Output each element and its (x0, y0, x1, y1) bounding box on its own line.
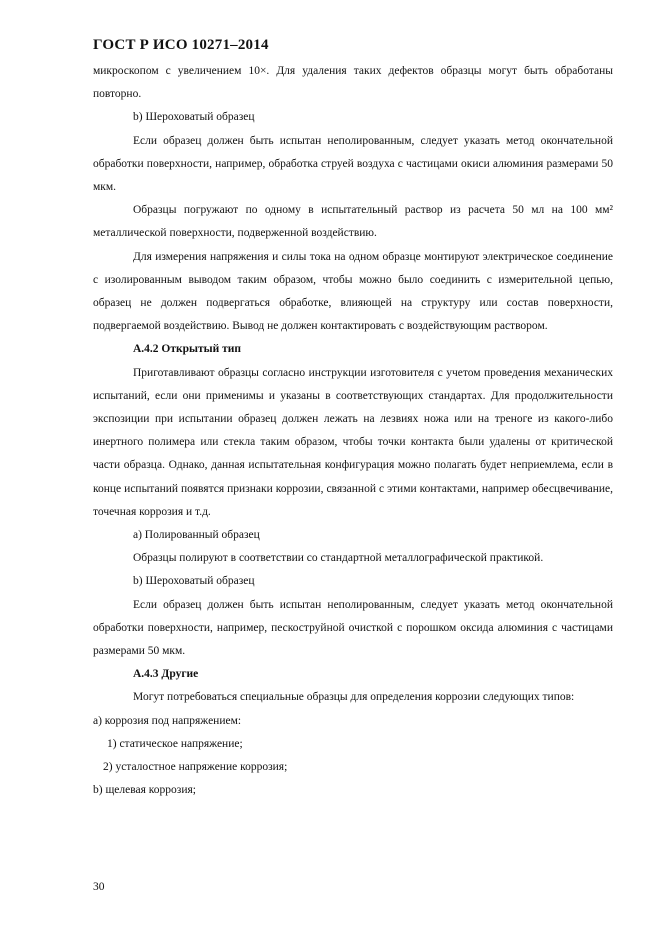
paragraph: Могут потребоваться специальные образцы для определения коррозии следующих типов: (133, 691, 575, 704)
paragraph: Если образец должен быть испытан неполированным, следует указать метод окончательной обработки поверхности, например, обработка струей воздуха с частицами окиси алюминия размерами 50 мкм. (93, 134, 613, 194)
paragraph: Для измерения напряжения и силы тока на одном образце монтируют электрическое соединение с изолированным выводом таким образом, чтобы можно было соединить с измерительной цепью, образец не должен подвергаться обработке, влияющей на структуру или состав поверхности, подвергаемой воздействию. Вывод не должен контактировать с воздействующим раствором. (93, 250, 613, 333)
list-subitem: 2) усталостное напряжение коррозия; (103, 761, 288, 774)
page-number: 30 (93, 881, 105, 893)
paragraph: Образцы погружают по одному в испытательный раствор из расчета 50 мл на 100 мм² металлической поверхности, подверженной воздействию. (93, 204, 613, 240)
document-body (93, 60, 613, 803)
list-item-polished-sample: а) Полированный образец (133, 529, 260, 542)
list-item-rough-sample: b) Шероховатый образец (133, 575, 255, 588)
section-heading: А.4.3 Другие (133, 668, 199, 681)
paragraph-continuation: микроскопом с увеличением 10×. Для удаления таких дефектов образцы могут быть обработаны повторно. (93, 65, 613, 101)
paragraph: Приготавливают образцы согласно инструкции изготовителя с учетом проведения механических испытаний, если они применимы и указаны в соответствующих стандартах. Для продолжительности экспозиции при испытании образец должен лежать на лезвиях ножа или на треноге из какого-либо инертного полимера или стекла таким образом, чтобы точки контакта были удалены от критической части образца. Однако, данная испытательная конфигурация можно полагать будет неприемлема, если в конце испытаний появятся признаки коррозии, связанной с этими контактами, например обесцвечивание, точечная коррозия и т.д. (93, 366, 613, 518)
paragraph: Если образец должен быть испытан неполированным, следует указать метод окончательной обработки поверхности, например, пескоструйной очисткой с порошком оксида алюминия с частицами размерами 50 мкм. (93, 598, 613, 658)
standard-header: ГОСТ Р ИСО 10271–2014 (93, 37, 269, 53)
list-item-rough-sample: b) Шероховатый образец (133, 111, 255, 124)
list-item: а) коррозия под напряжением: (93, 714, 242, 727)
list-item: b) щелевая коррозия; (93, 784, 196, 797)
section-heading: А.4.2 Открытый тип (133, 343, 242, 356)
list-subitem: 1) статическое напряжение; (107, 737, 243, 750)
paragraph: Образцы полируют в соответствии со стандартной металлографической практикой. (133, 552, 544, 565)
